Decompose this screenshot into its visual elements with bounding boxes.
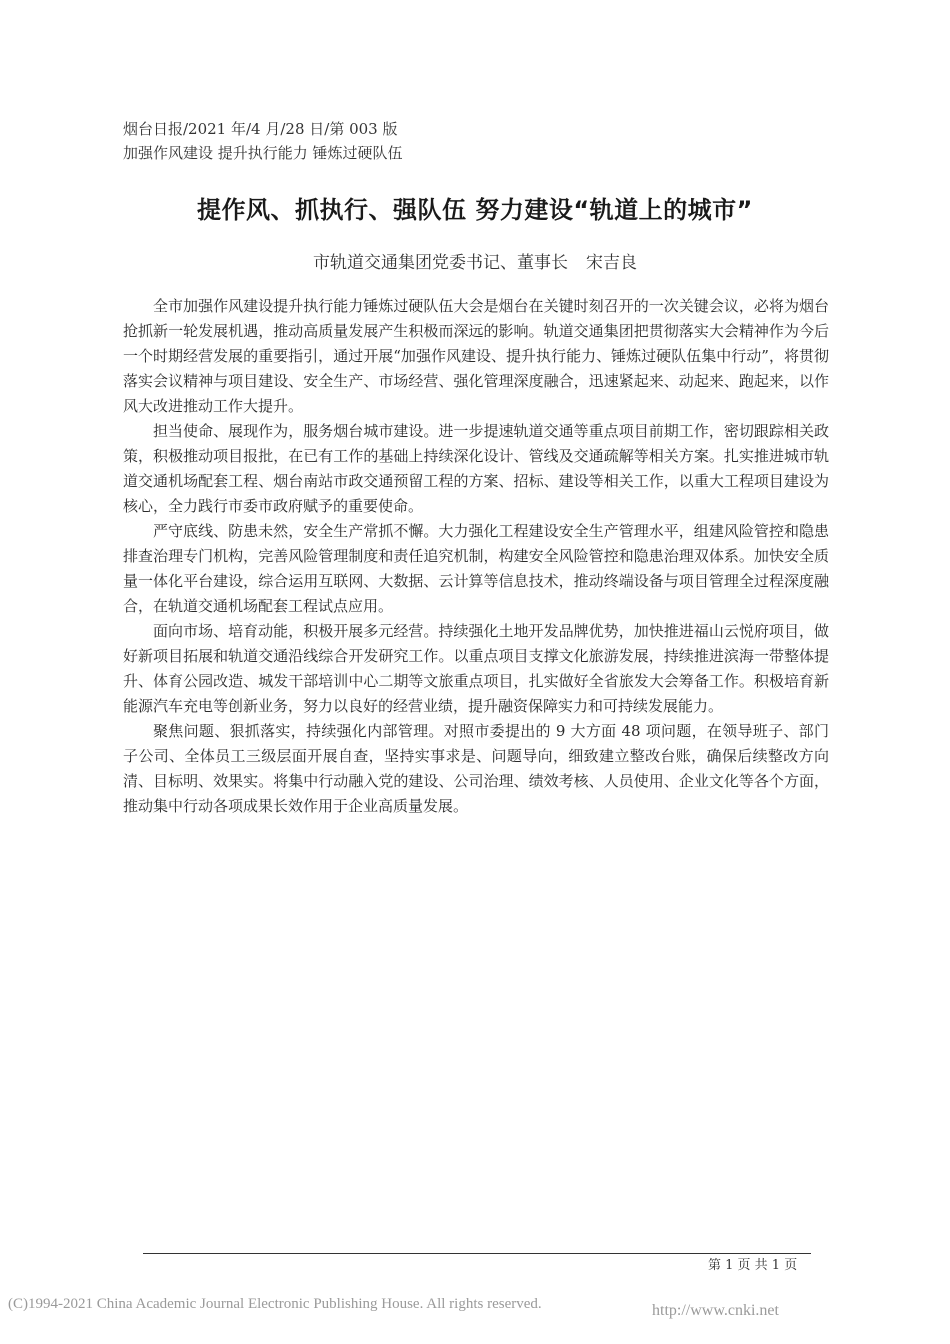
copyright-notice: (C)1994-2021 China Academic Journal Electronic Publishing House. All rights reserved. (8, 1296, 542, 1312)
source-publication-line: 烟台日报/2021 年/4 月/28 日/第 003 版 (123, 120, 398, 138)
site-url: http://www.cnki.net (652, 1302, 779, 1319)
paragraph: 聚焦问题、狠抓落实，持续强化内部管理。对照市委提出的 9 大方面 48 项问题，在领导班子、部门子公司、全体员工三级层面开展自查，坚持实事求是、问题导向，细致建立整改台账，确保后续整改方向清、目标明、效果实。将集中行动融入党的建设、公司治理、绩效考核、人员使用、企业文化等各个方面，推动集中行动各项成果长效作用于企业高质量发展。 (123, 722, 829, 815)
paragraph: 担当使命、展现作为，服务烟台城市建设。进一步提速轨道交通等重点项目前期工作，密切跟踪相关政策，积极推动项目报批，在已有工作的基础上持续深化设计、管线及交通疏解等相关方案。扎实推进城市轨道交通机场配套工程、烟台南站市政交通预留工程的方案、招标、建设等相关工作，以重大工程项目建设为核心，全力践行市委市政府赋予的重要使命。 (123, 422, 829, 515)
page-number: 第 1 页 共 1 页 (708, 1258, 798, 1273)
paragraph: 面向市场、培育动能，积极开展多元经营。持续强化土地开发品牌优势，加快推进福山云悦府项目，做好新项目拓展和轨道交通沿线综合开发研究工作。以重点项目支撑文化旅游发展，持续推进滨海一带整体提升、体育公园改造、城发干部培训中心二期等文旅重点项目，扎实做好全省旅发大会筹备工作。积极培育新能源汽车充电等创新业务，努力以良好的经营业绩，提升融资保障实力和可持续发展能力。 (123, 622, 829, 715)
article-byline (0, 248, 950, 273)
article-title: 提作风、抓执行、强队伍 努力建设“轨道上的城市” (197, 196, 753, 224)
source-column-line: 加强作风建设 提升执行能力 锤炼过硬队伍 (123, 144, 403, 162)
paragraph: 严守底线、防患未然，安全生产常抓不懈。大力强化工程建设安全生产管理水平，组建风险管控和隐患排查治理专门机构，完善风险管理制度和责任追究机制，构建安全风险管控和隐患治理双体系。加快安全质量一体化平台建设，综合运用互联网、大数据、云计算等信息技术，推动终端设备与项目管理全过程深度融合，在轨道交通机场配套工程试点应用。 (123, 522, 829, 615)
author-role: 市轨道交通集团党委书记、董事长 (313, 253, 568, 273)
source-info (123, 117, 823, 165)
article-body (123, 294, 829, 819)
author-name: 宋吉良 (586, 253, 637, 273)
paragraph: 全市加强作风建设提升执行能力锤炼过硬队伍大会是烟台在关键时刻召开的一次关键会议，必将为烟台抢抓新一轮发展机遇，推动高质量发展产生积极而深远的影响。轨道交通集团把贯彻落实大会精神作为今后一个时期经营发展的重要指引，通过开展“加强作风建设、提升执行能力、锤炼过硬队伍集中行动”，将贯彻落实会议精神与项目建设、安全生产、市场经营、强化管理深度融合，迅速紧起来、动起来、跑起来，以作风大改进推动工作大提升。 (123, 297, 829, 415)
